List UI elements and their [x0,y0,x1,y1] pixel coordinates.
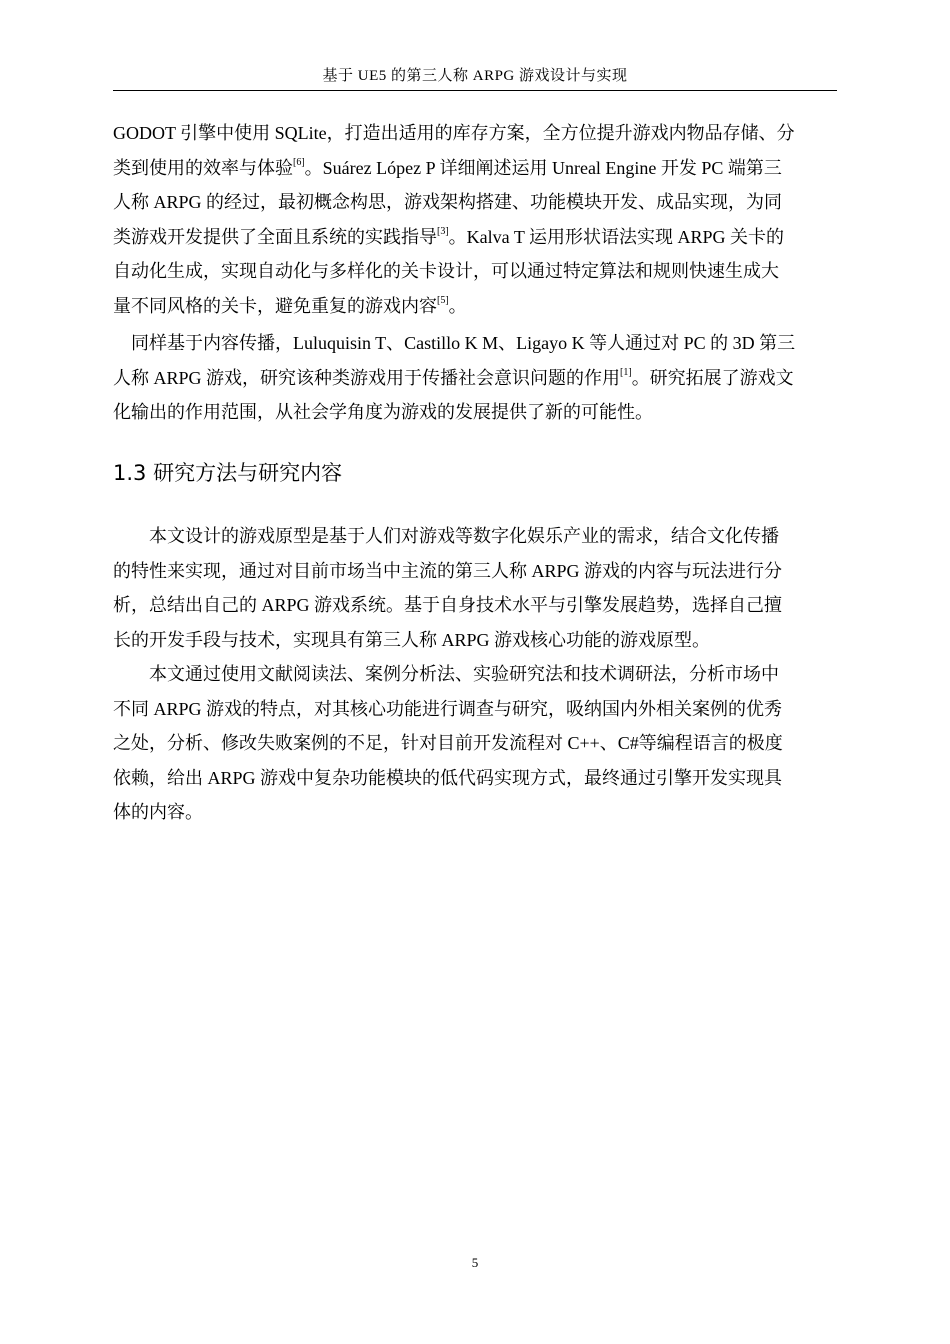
paragraph-line: 化输出的作用范围，从社会学角度为游戏的发展提供了新的可能性。 [113,402,653,422]
header-rule [113,90,837,91]
citation-ref: [1] [620,366,632,378]
citation-ref: [5] [437,294,449,306]
line-text: 类游戏开发提供了全面且系统的实践指导 [113,226,437,247]
paragraph-line: 不同 ARPG 游戏的特点，对其核心功能进行调查与研究，吸纳国内外相关案例的优秀 [113,698,783,719]
paragraph-line [113,151,837,186]
section-heading: 1.3 研究方法与研究内容 [113,461,343,485]
paragraph-line: 析，总结出自己的 ARPG 游戏系统。基于自身技术水平与引擎发展趋势，选择自己擅 [113,595,783,615]
line-text: 人称 ARPG 游戏，研究该种类游戏用于传播社会意识问题的作用 [113,367,621,388]
paragraph-line: 同样基于内容传播，Luluquisin T、Castillo K M、Ligayo K 等人通过对 PC 的 3D 第三 [131,333,796,353]
paragraph-line [113,289,837,324]
citation-ref: [3] [437,225,449,237]
paragraph-line: 的特性来实现，通过对目前市场当中主流的第三人称 ARPG 游戏的内容与玩法进行分 [113,560,783,581]
paragraph-line: 体的内容。 [113,802,203,822]
paragraph-line: 之处，分析、修改失败案例的不足，针对目前开发流程对 C++、C#等编程语言的极度 [113,733,783,753]
paragraph-line: 人称 ARPG 的经过，最初概念构思，游戏架构搭建、功能模块开发、成品实现，为同 [113,192,783,212]
line-text: 量不同风格的关卡，避免重复的游戏内容 [113,295,437,316]
paragraph-line: 依赖，给出 ARPG 游戏中复杂功能模块的低代码实现方式，最终通过引擎开发实现具 [113,767,783,788]
paragraph-line [113,220,837,255]
paragraph-4 [113,657,837,830]
paragraph-line: 本文设计的游戏原型是基于人们对游戏等数字化娱乐产业的需求，结合文化传播 [149,526,779,546]
page-number: 5 [471,1255,479,1270]
paragraph-line: 长的开发手段与技术，实现具有第三人称 ARPG 游戏核心功能的游戏原型。 [113,629,711,650]
paragraph-line [113,361,837,396]
paragraph-line: 本文通过使用文献阅读法、案例分析法、实验研究法和技术调研法，分析市场中 [149,664,779,684]
line-text: 。Suárez López P 详细阐述运用 Unreal Engine 开发 PC 端第三 [304,157,782,178]
running-header: 基于 UE5 的第三人称 ARPG 游戏设计与实现 [322,68,628,84]
paragraph-1 [113,116,837,323]
paragraph-3 [113,519,837,657]
line-text: 。 [448,295,467,316]
paragraph-line: 自动化生成，实现自动化与多样化的关卡设计，可以通过特定算法和规则快速生成大 [113,261,779,281]
line-text: 。Kalva T 运用形状语法实现 ARPG 关卡的 [448,226,785,247]
citation-ref: [6] [293,156,305,168]
line-text: 。研究拓展了游戏文 [631,367,794,388]
paragraph-line: GODOT 引擎中使用 SQLite，打造出适用的库存方案，全方位提升游戏内物品存储、分 [113,123,795,143]
line-text: 类到使用的效率与体验 [113,157,293,178]
paragraph-2 [113,326,837,430]
